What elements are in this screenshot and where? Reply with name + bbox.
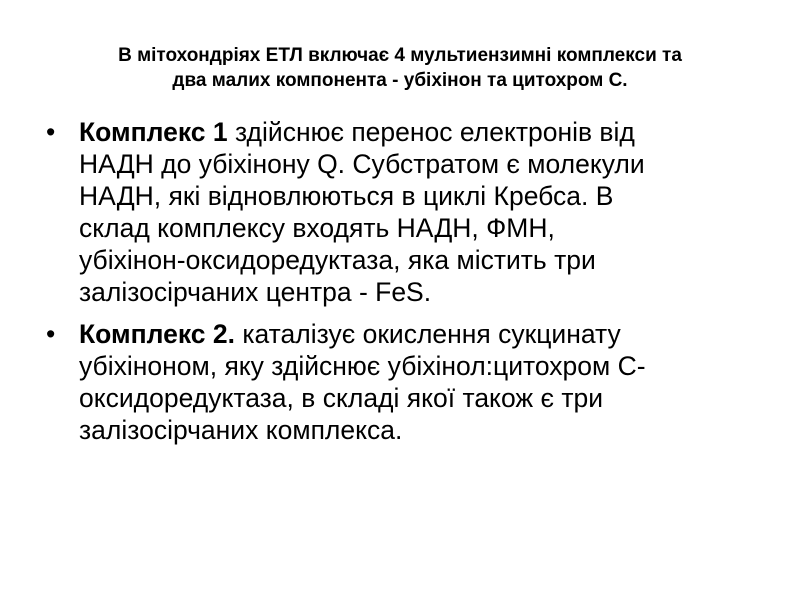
bullet-line: залізосірчаних центра - FeS. xyxy=(79,277,432,307)
slide-title xyxy=(40,43,760,93)
bullet-line xyxy=(79,116,766,148)
bullet-line: убіхінон-оксидоредуктаза, яка містить три xyxy=(79,245,596,275)
bullet-item-complex-1 xyxy=(46,116,766,308)
bullet-line: НАДН до убіхінону Q. Субстратом є молекули xyxy=(79,149,645,179)
bullet-line: склад комплексу входять НАДН, ФМН, xyxy=(79,213,555,243)
bullet-line xyxy=(79,318,766,350)
bullet-lead: Комплекс 2. xyxy=(79,319,235,349)
bullet-marker: • xyxy=(46,319,56,349)
bullet-marker: • xyxy=(46,117,56,147)
bullet-text: здійснює перенос електронів від xyxy=(227,117,635,147)
title-line: В мітохондріях ЕТЛ включає 4 мультиензимні комплекси та xyxy=(118,45,682,66)
bullet-text: каталізує окислення сукцинату xyxy=(234,319,621,349)
bullet-line: залізосірчаних комплекса. xyxy=(79,415,403,445)
bullet-line: оксидоредуктаза, в складі якої також є три xyxy=(79,383,604,413)
bullet-line: НАДН, які відновлюються в циклі Кребса. В xyxy=(79,181,614,211)
bullet-list xyxy=(46,116,766,456)
bullet-item-complex-2 xyxy=(46,318,766,446)
title-line: два малих компонента - убіхінон та цитохром С. xyxy=(172,70,628,91)
bullet-lead: Комплекс 1 xyxy=(79,117,228,147)
bullet-line: убіхіноном, яку здійснює убіхінол:цитохром С- xyxy=(79,351,646,381)
